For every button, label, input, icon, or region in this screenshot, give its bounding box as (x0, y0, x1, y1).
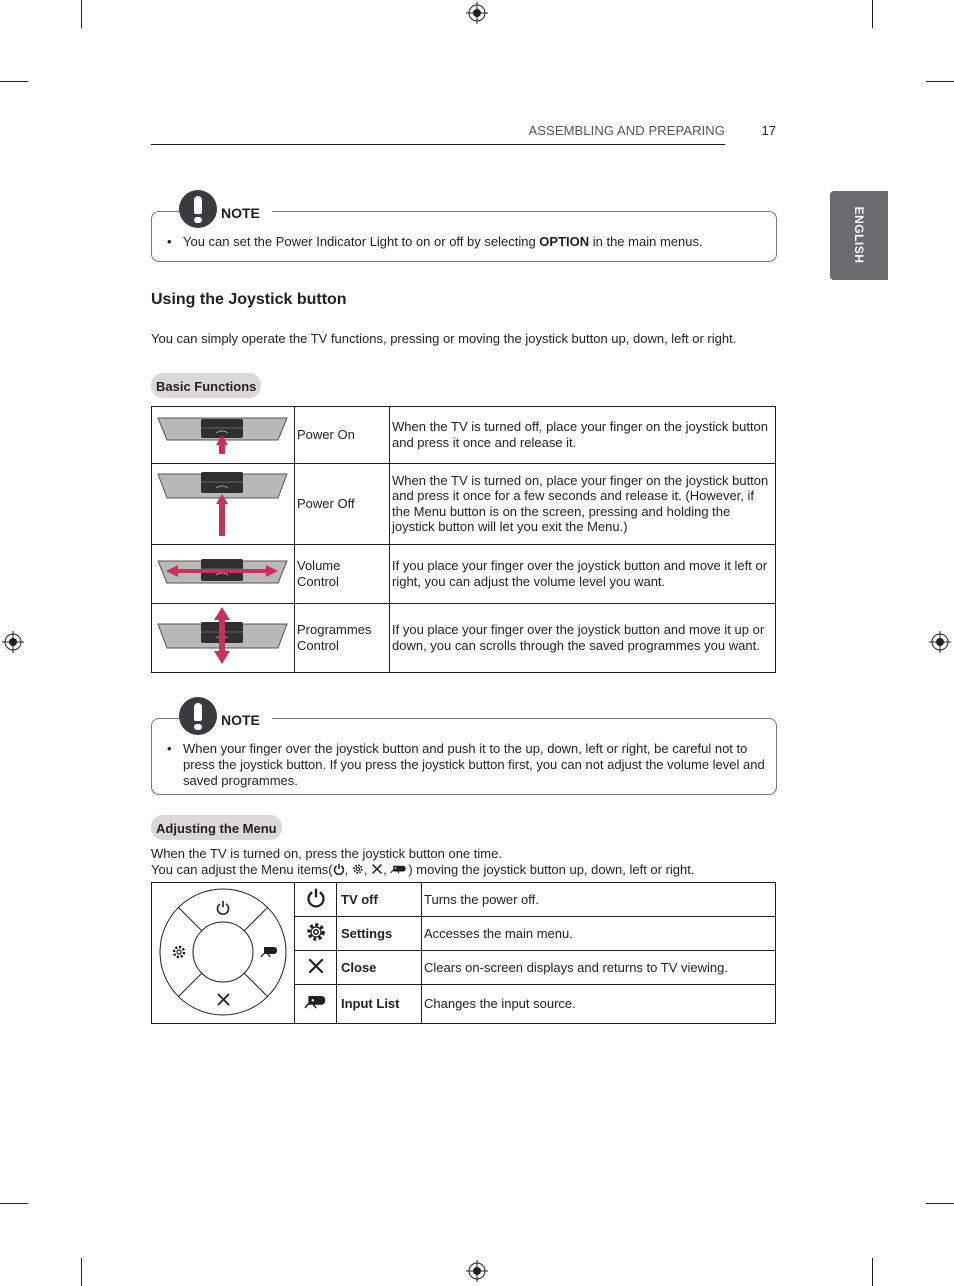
note-text: When your finger over the joystick button and push it to the up, down, left or right, be careful not to press the joystick button. If you press the joystick button first, you can not adjust the volume level and saved programmes. (183, 741, 765, 788)
bullet: • (167, 234, 172, 249)
crop-mark (0, 1203, 28, 1204)
menu-item-name: Settings (337, 917, 422, 950)
basic-functions-table (151, 406, 776, 673)
note-label: NOTE (217, 712, 272, 728)
gear-icon (352, 863, 364, 875)
registration-mark-icon (2, 631, 24, 653)
function-name: Power On (295, 407, 390, 464)
menu-item-name: Input List (337, 985, 422, 1023)
joystick-menu-diagram (152, 883, 295, 1024)
table-row (152, 545, 776, 604)
crop-mark (926, 1203, 954, 1204)
input-icon (390, 863, 408, 875)
crop-mark (81, 1258, 82, 1286)
intro-text: You can simply operate the TV functions, pressing or moving the joystick button up, down, left or right. (151, 331, 737, 346)
joystick-left-right-icon (152, 545, 295, 604)
table-row (152, 463, 776, 545)
menu-item-description: Changes the input source. (422, 985, 776, 1023)
function-name: Volume Control (295, 545, 390, 604)
close-icon (371, 863, 383, 875)
exclamation-icon (179, 697, 217, 735)
menu-instruction: When the TV is turned on, press the joystick button one time. (151, 846, 502, 861)
power-icon (295, 883, 337, 917)
language-tab-label: ENGLISH (852, 206, 866, 264)
function-description: If you place your finger over the joystick button and move it left or right, you can adjust the volume level you want. (390, 545, 776, 604)
menu-item-name: TV off (337, 883, 422, 917)
function-name: Power Off (295, 463, 390, 545)
basic-functions-label: Basic Functions (151, 373, 261, 398)
registration-mark-icon (929, 631, 951, 653)
menu-table (151, 882, 776, 1024)
menu-instruction: You can adjust the Menu items( , , , ) moving the joystick button up, down, left or right. (151, 862, 695, 877)
power-icon (333, 863, 345, 875)
page-number: 17 (761, 123, 776, 138)
function-description: When the TV is turned off, place your finger on the joystick button and press it once and release it. (390, 407, 776, 464)
close-icon (295, 950, 337, 984)
table-row (152, 603, 776, 673)
crop-mark (0, 81, 28, 82)
note-label: NOTE (217, 205, 272, 221)
crop-mark (872, 1258, 873, 1286)
section-heading: Using the Joystick button (151, 291, 347, 308)
crop-mark (872, 0, 873, 28)
exclamation-icon (179, 190, 217, 228)
bullet: • (167, 741, 172, 756)
language-tab (830, 191, 888, 280)
gear-icon (295, 917, 337, 950)
menu-item-description: Turns the power off. (422, 883, 776, 917)
joystick-up-down-icon (152, 603, 295, 673)
crop-mark (81, 0, 82, 28)
function-description: If you place your finger over the joystick button and move it up or down, you can scrolls through the saved programmes you want. (390, 603, 776, 673)
function-name: Programmes Control (295, 603, 390, 673)
input-icon (295, 985, 337, 1023)
table-row (152, 883, 776, 917)
joystick-press-icon (152, 407, 295, 464)
crop-mark (926, 81, 954, 82)
menu-item-description: Accesses the main menu. (422, 917, 776, 950)
section-header: ASSEMBLING AND PREPARING (528, 123, 725, 138)
header-divider (151, 144, 725, 145)
note-text: You can set the Power Indicator Light to on or off by selecting OPTION in the main menus. (183, 234, 703, 249)
registration-mark-icon (466, 1260, 488, 1282)
menu-item-description: Clears on-screen displays and returns to TV viewing. (422, 950, 776, 984)
function-description: When the TV is turned on, place your finger on the joystick button and press it once for a few seconds and release it. (However, if the Menu button is on the screen, pressing and holding the joystick button will let you exit the Menu.) (390, 463, 776, 545)
table-row (152, 407, 776, 464)
adjusting-menu-label: Adjusting the Menu (151, 815, 282, 840)
menu-item-name: Close (337, 950, 422, 984)
registration-mark-icon (466, 2, 488, 24)
joystick-hold-icon (152, 463, 295, 545)
